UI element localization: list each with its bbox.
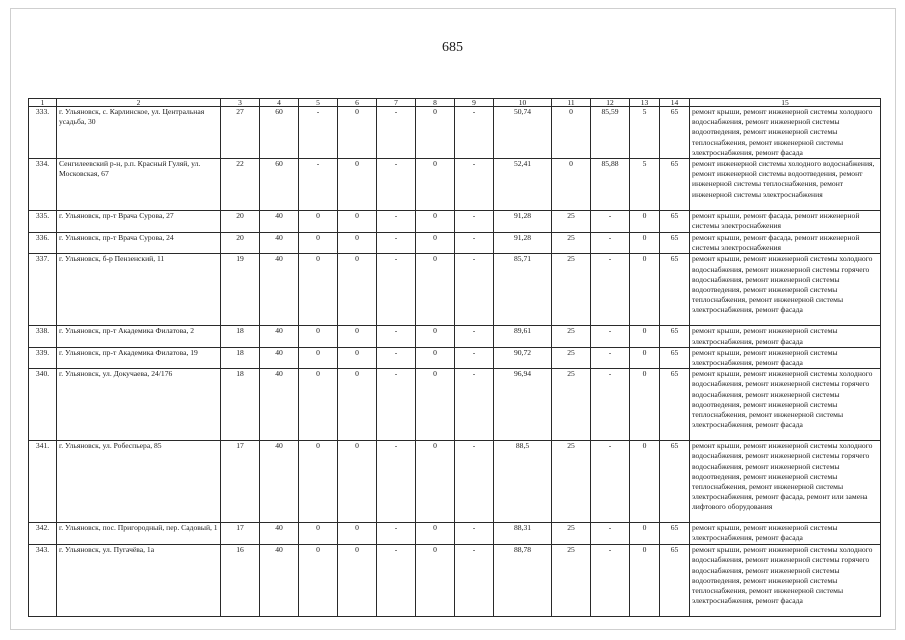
column-header: 1 xyxy=(29,99,57,107)
cell-col-9: - xyxy=(455,441,494,523)
cell-row-number: 336. xyxy=(29,233,57,254)
cell-col-11: 25 xyxy=(552,523,591,545)
cell-col-8: 0 xyxy=(416,254,455,326)
cell-col-8: 0 xyxy=(416,211,455,233)
cell-col-6: 0 xyxy=(338,545,377,617)
cell-col-13: 0 xyxy=(630,523,660,545)
cell-col-11: 0 xyxy=(552,159,591,211)
cell-col-14: 65 xyxy=(660,107,690,159)
cell-col-7: - xyxy=(377,326,416,347)
cell-row-number: 343. xyxy=(29,545,57,617)
cell-repair-works: ремонт инженерной системы холодного водоснабжения, ремонт инженерной системы водоотведения, ремонт инженерной системы теплоснабжения, ремонт инженерной системы электроснабжения xyxy=(690,159,881,211)
cell-repair-works: ремонт крыши, ремонт фасада, ремонт инженерной системы электроснабжения xyxy=(690,211,881,233)
cell-col-14: 65 xyxy=(660,211,690,233)
table-row xyxy=(29,441,881,523)
cell-col-13: 0 xyxy=(630,347,660,368)
cell-repair-works: ремонт крыши, ремонт инженерной системы холодного водоснабжения, ремонт инженерной системы горячего водоснабжения, ремонт инженерной системы водоотведения, ремонт инженерной системы теплоснабжения, ремонт инженерной системы электроснабжения, ремонт фасада xyxy=(690,369,881,441)
cell-col-4: 40 xyxy=(260,233,299,254)
cell-col-4: 60 xyxy=(260,107,299,159)
cell-col-5: 0 xyxy=(299,211,338,233)
page-number: 685 xyxy=(442,40,463,55)
cell-col-12: - xyxy=(591,545,630,617)
cell-col-14: 65 xyxy=(660,326,690,347)
cell-col-9: - xyxy=(455,211,494,233)
cell-col-5: 0 xyxy=(299,254,338,326)
cell-address: г. Ульяновск, ул. Робеспьера, 85 xyxy=(57,441,221,523)
table-row xyxy=(29,326,881,347)
cell-col-10: 88,5 xyxy=(494,441,552,523)
cell-col-10: 91,28 xyxy=(494,233,552,254)
cell-col-10: 52,41 xyxy=(494,159,552,211)
cell-col-4: 40 xyxy=(260,545,299,617)
cell-col-11: 25 xyxy=(552,545,591,617)
cell-col-3: 18 xyxy=(221,347,260,368)
cell-col-8: 0 xyxy=(416,545,455,617)
cell-row-number: 335. xyxy=(29,211,57,233)
cell-col-9: - xyxy=(455,326,494,347)
cell-col-10: 88,31 xyxy=(494,523,552,545)
cell-col-4: 40 xyxy=(260,211,299,233)
cell-col-7: - xyxy=(377,347,416,368)
cell-col-6: 0 xyxy=(338,523,377,545)
cell-repair-works: ремонт крыши, ремонт инженерной системы электроснабжения, ремонт фасада xyxy=(690,523,881,545)
column-header: 4 xyxy=(260,99,299,107)
table-row xyxy=(29,523,881,545)
cell-col-10: 50,74 xyxy=(494,107,552,159)
cell-col-6: 0 xyxy=(338,441,377,523)
cell-col-10: 85,71 xyxy=(494,254,552,326)
cell-repair-works: ремонт крыши, ремонт инженерной системы холодного водоснабжения, ремонт инженерной системы горячего водоснабжения, ремонт инженерной системы водоотведения, ремонт инженерной системы теплоснабжения, ремонт инженерной системы электроснабжения, ремонт фасада xyxy=(690,545,881,617)
cell-col-5: - xyxy=(299,159,338,211)
column-header: 10 xyxy=(494,99,552,107)
cell-col-11: 25 xyxy=(552,347,591,368)
cell-col-4: 60 xyxy=(260,159,299,211)
cell-col-12: - xyxy=(591,233,630,254)
cell-col-13: 0 xyxy=(630,233,660,254)
cell-col-4: 40 xyxy=(260,254,299,326)
cell-col-9: - xyxy=(455,369,494,441)
cell-repair-works: ремонт крыши, ремонт инженерной системы холодного водоснабжения, ремонт инженерной системы горячего водоснабжения, ремонт инженерной системы водоотведения, ремонт инженерной системы теплоснабжения, ремонт инженерной системы электроснабжения, ремонт фасада xyxy=(690,254,881,326)
cell-col-5: 0 xyxy=(299,523,338,545)
cell-col-5: - xyxy=(299,107,338,159)
cell-col-13: 0 xyxy=(630,211,660,233)
cell-col-4: 40 xyxy=(260,369,299,441)
cell-col-5: 0 xyxy=(299,545,338,617)
cell-col-3: 16 xyxy=(221,545,260,617)
cell-address: г. Ульяновск, ул. Пугачёва, 1а xyxy=(57,545,221,617)
cell-col-14: 65 xyxy=(660,523,690,545)
cell-repair-works: ремонт крыши, ремонт фасада, ремонт инженерной системы электроснабжения xyxy=(690,233,881,254)
column-header: 6 xyxy=(338,99,377,107)
cell-col-8: 0 xyxy=(416,369,455,441)
cell-col-9: - xyxy=(455,545,494,617)
cell-col-9: - xyxy=(455,233,494,254)
table-row xyxy=(29,159,881,211)
cell-col-9: - xyxy=(455,159,494,211)
cell-col-14: 65 xyxy=(660,159,690,211)
column-header: 3 xyxy=(221,99,260,107)
cell-address: г. Ульяновск, ул. Докучаева, 24/176 xyxy=(57,369,221,441)
cell-col-7: - xyxy=(377,107,416,159)
cell-row-number: 340. xyxy=(29,369,57,441)
cell-col-3: 19 xyxy=(221,254,260,326)
cell-col-7: - xyxy=(377,369,416,441)
cell-col-8: 0 xyxy=(416,523,455,545)
column-header: 9 xyxy=(455,99,494,107)
cell-col-11: 25 xyxy=(552,254,591,326)
cell-col-7: - xyxy=(377,523,416,545)
cell-col-8: 0 xyxy=(416,107,455,159)
cell-col-14: 65 xyxy=(660,545,690,617)
cell-row-number: 338. xyxy=(29,326,57,347)
table-row xyxy=(29,347,881,368)
cell-repair-works: ремонт крыши, ремонт инженерной системы электроснабжения, ремонт фасада xyxy=(690,347,881,368)
column-header: 5 xyxy=(299,99,338,107)
column-header: 2 xyxy=(57,99,221,107)
column-header: 14 xyxy=(660,99,690,107)
cell-address: г. Ульяновск, пос. Пригородный, пер. Садовый, 1 xyxy=(57,523,221,545)
cell-col-4: 40 xyxy=(260,347,299,368)
cell-col-4: 40 xyxy=(260,523,299,545)
cell-col-12: - xyxy=(591,523,630,545)
cell-col-11: 25 xyxy=(552,326,591,347)
cell-repair-works: ремонт крыши, ремонт инженерной системы электроснабжения, ремонт фасада xyxy=(690,326,881,347)
cell-address: Сенгилеевский р-н, р.п. Красный Гуляй, ул. Московская, 67 xyxy=(57,159,221,211)
table-row xyxy=(29,545,881,617)
cell-col-7: - xyxy=(377,441,416,523)
cell-repair-works: ремонт крыши, ремонт инженерной системы холодного водоснабжения, ремонт инженерной системы водоотведения, ремонт инженерной системы теплоснабжения, ремонт инженерной системы электроснабжения, ремонт фасада xyxy=(690,107,881,159)
cell-col-4: 40 xyxy=(260,326,299,347)
cell-col-11: 25 xyxy=(552,233,591,254)
cell-repair-works: ремонт крыши, ремонт инженерной системы холодного водоснабжения, ремонт инженерной системы горячего водоснабжения, ремонт инженерной системы водоотведения, ремонт инженерной системы теплоснабжения, ремонт инженерной системы электроснабжения, ремонт фасада, ремонт или замена лифтового оборудования xyxy=(690,441,881,523)
cell-col-7: - xyxy=(377,159,416,211)
cell-col-9: - xyxy=(455,523,494,545)
cell-col-5: 0 xyxy=(299,233,338,254)
cell-col-7: - xyxy=(377,545,416,617)
table-row xyxy=(29,254,881,326)
cell-col-14: 65 xyxy=(660,441,690,523)
cell-col-13: 5 xyxy=(630,159,660,211)
cell-address: г. Ульяновск, пр-т Врача Сурова, 24 xyxy=(57,233,221,254)
cell-col-8: 0 xyxy=(416,233,455,254)
column-header: 8 xyxy=(416,99,455,107)
table-row xyxy=(29,211,881,233)
column-header: 11 xyxy=(552,99,591,107)
cell-col-12: - xyxy=(591,441,630,523)
cell-col-13: 5 xyxy=(630,107,660,159)
cell-address: г. Ульяновск, с. Карлинское, ул. Центральная усадьба, 30 xyxy=(57,107,221,159)
cell-col-3: 20 xyxy=(221,233,260,254)
cell-col-12: - xyxy=(591,254,630,326)
cell-col-5: 0 xyxy=(299,347,338,368)
cell-col-3: 18 xyxy=(221,369,260,441)
cell-col-6: 0 xyxy=(338,254,377,326)
cell-row-number: 334. xyxy=(29,159,57,211)
cell-col-9: - xyxy=(455,254,494,326)
table-row xyxy=(29,233,881,254)
cell-col-5: 0 xyxy=(299,369,338,441)
cell-row-number: 339. xyxy=(29,347,57,368)
column-header: 15 xyxy=(690,99,881,107)
cell-address: г. Ульяновск, пр-т Академика Филатова, 2 xyxy=(57,326,221,347)
cell-col-12: 85,59 xyxy=(591,107,630,159)
cell-col-6: 0 xyxy=(338,211,377,233)
cell-col-11: 25 xyxy=(552,441,591,523)
cell-col-13: 0 xyxy=(630,545,660,617)
cell-col-8: 0 xyxy=(416,159,455,211)
cell-col-5: 0 xyxy=(299,441,338,523)
cell-col-3: 27 xyxy=(221,107,260,159)
cell-col-11: 25 xyxy=(552,211,591,233)
cell-col-14: 65 xyxy=(660,347,690,368)
cell-col-5: 0 xyxy=(299,326,338,347)
cell-col-7: - xyxy=(377,254,416,326)
cell-col-11: 25 xyxy=(552,369,591,441)
cell-row-number: 333. xyxy=(29,107,57,159)
cell-col-14: 65 xyxy=(660,369,690,441)
cell-row-number: 337. xyxy=(29,254,57,326)
cell-col-10: 96,94 xyxy=(494,369,552,441)
cell-col-8: 0 xyxy=(416,441,455,523)
cell-col-13: 0 xyxy=(630,254,660,326)
cell-col-11: 0 xyxy=(552,107,591,159)
cell-col-8: 0 xyxy=(416,347,455,368)
cell-col-10: 90,72 xyxy=(494,347,552,368)
column-header: 7 xyxy=(377,99,416,107)
column-header: 13 xyxy=(630,99,660,107)
cell-col-12: - xyxy=(591,326,630,347)
table-row xyxy=(29,369,881,441)
cell-col-3: 20 xyxy=(221,211,260,233)
cell-col-3: 17 xyxy=(221,523,260,545)
cell-col-13: 0 xyxy=(630,326,660,347)
cell-col-9: - xyxy=(455,107,494,159)
cell-col-4: 40 xyxy=(260,441,299,523)
cell-col-10: 89,61 xyxy=(494,326,552,347)
cell-col-3: 22 xyxy=(221,159,260,211)
cell-col-13: 0 xyxy=(630,369,660,441)
cell-col-3: 18 xyxy=(221,326,260,347)
column-header: 12 xyxy=(591,99,630,107)
cell-col-12: - xyxy=(591,211,630,233)
table-row xyxy=(29,107,881,159)
cell-col-13: 0 xyxy=(630,441,660,523)
cell-address: г. Ульяновск, б-р Пензенский, 11 xyxy=(57,254,221,326)
cell-col-7: - xyxy=(377,211,416,233)
cell-col-6: 0 xyxy=(338,159,377,211)
cell-row-number: 341. xyxy=(29,441,57,523)
cell-col-10: 91,28 xyxy=(494,211,552,233)
capital-repair-table xyxy=(28,98,881,617)
cell-col-14: 65 xyxy=(660,233,690,254)
cell-col-6: 0 xyxy=(338,233,377,254)
cell-col-8: 0 xyxy=(416,326,455,347)
cell-col-9: - xyxy=(455,347,494,368)
cell-address: г. Ульяновск, пр-т Академика Филатова, 19 xyxy=(57,347,221,368)
cell-col-12: 85,88 xyxy=(591,159,630,211)
cell-col-3: 17 xyxy=(221,441,260,523)
cell-address: г. Ульяновск, пр-т Врача Сурова, 27 xyxy=(57,211,221,233)
cell-col-14: 65 xyxy=(660,254,690,326)
cell-col-12: - xyxy=(591,347,630,368)
cell-col-6: 0 xyxy=(338,107,377,159)
header-row xyxy=(29,99,881,107)
cell-col-6: 0 xyxy=(338,369,377,441)
cell-col-10: 88,78 xyxy=(494,545,552,617)
cell-col-12: - xyxy=(591,369,630,441)
cell-col-6: 0 xyxy=(338,326,377,347)
cell-col-7: - xyxy=(377,233,416,254)
cell-col-6: 0 xyxy=(338,347,377,368)
cell-row-number: 342. xyxy=(29,523,57,545)
